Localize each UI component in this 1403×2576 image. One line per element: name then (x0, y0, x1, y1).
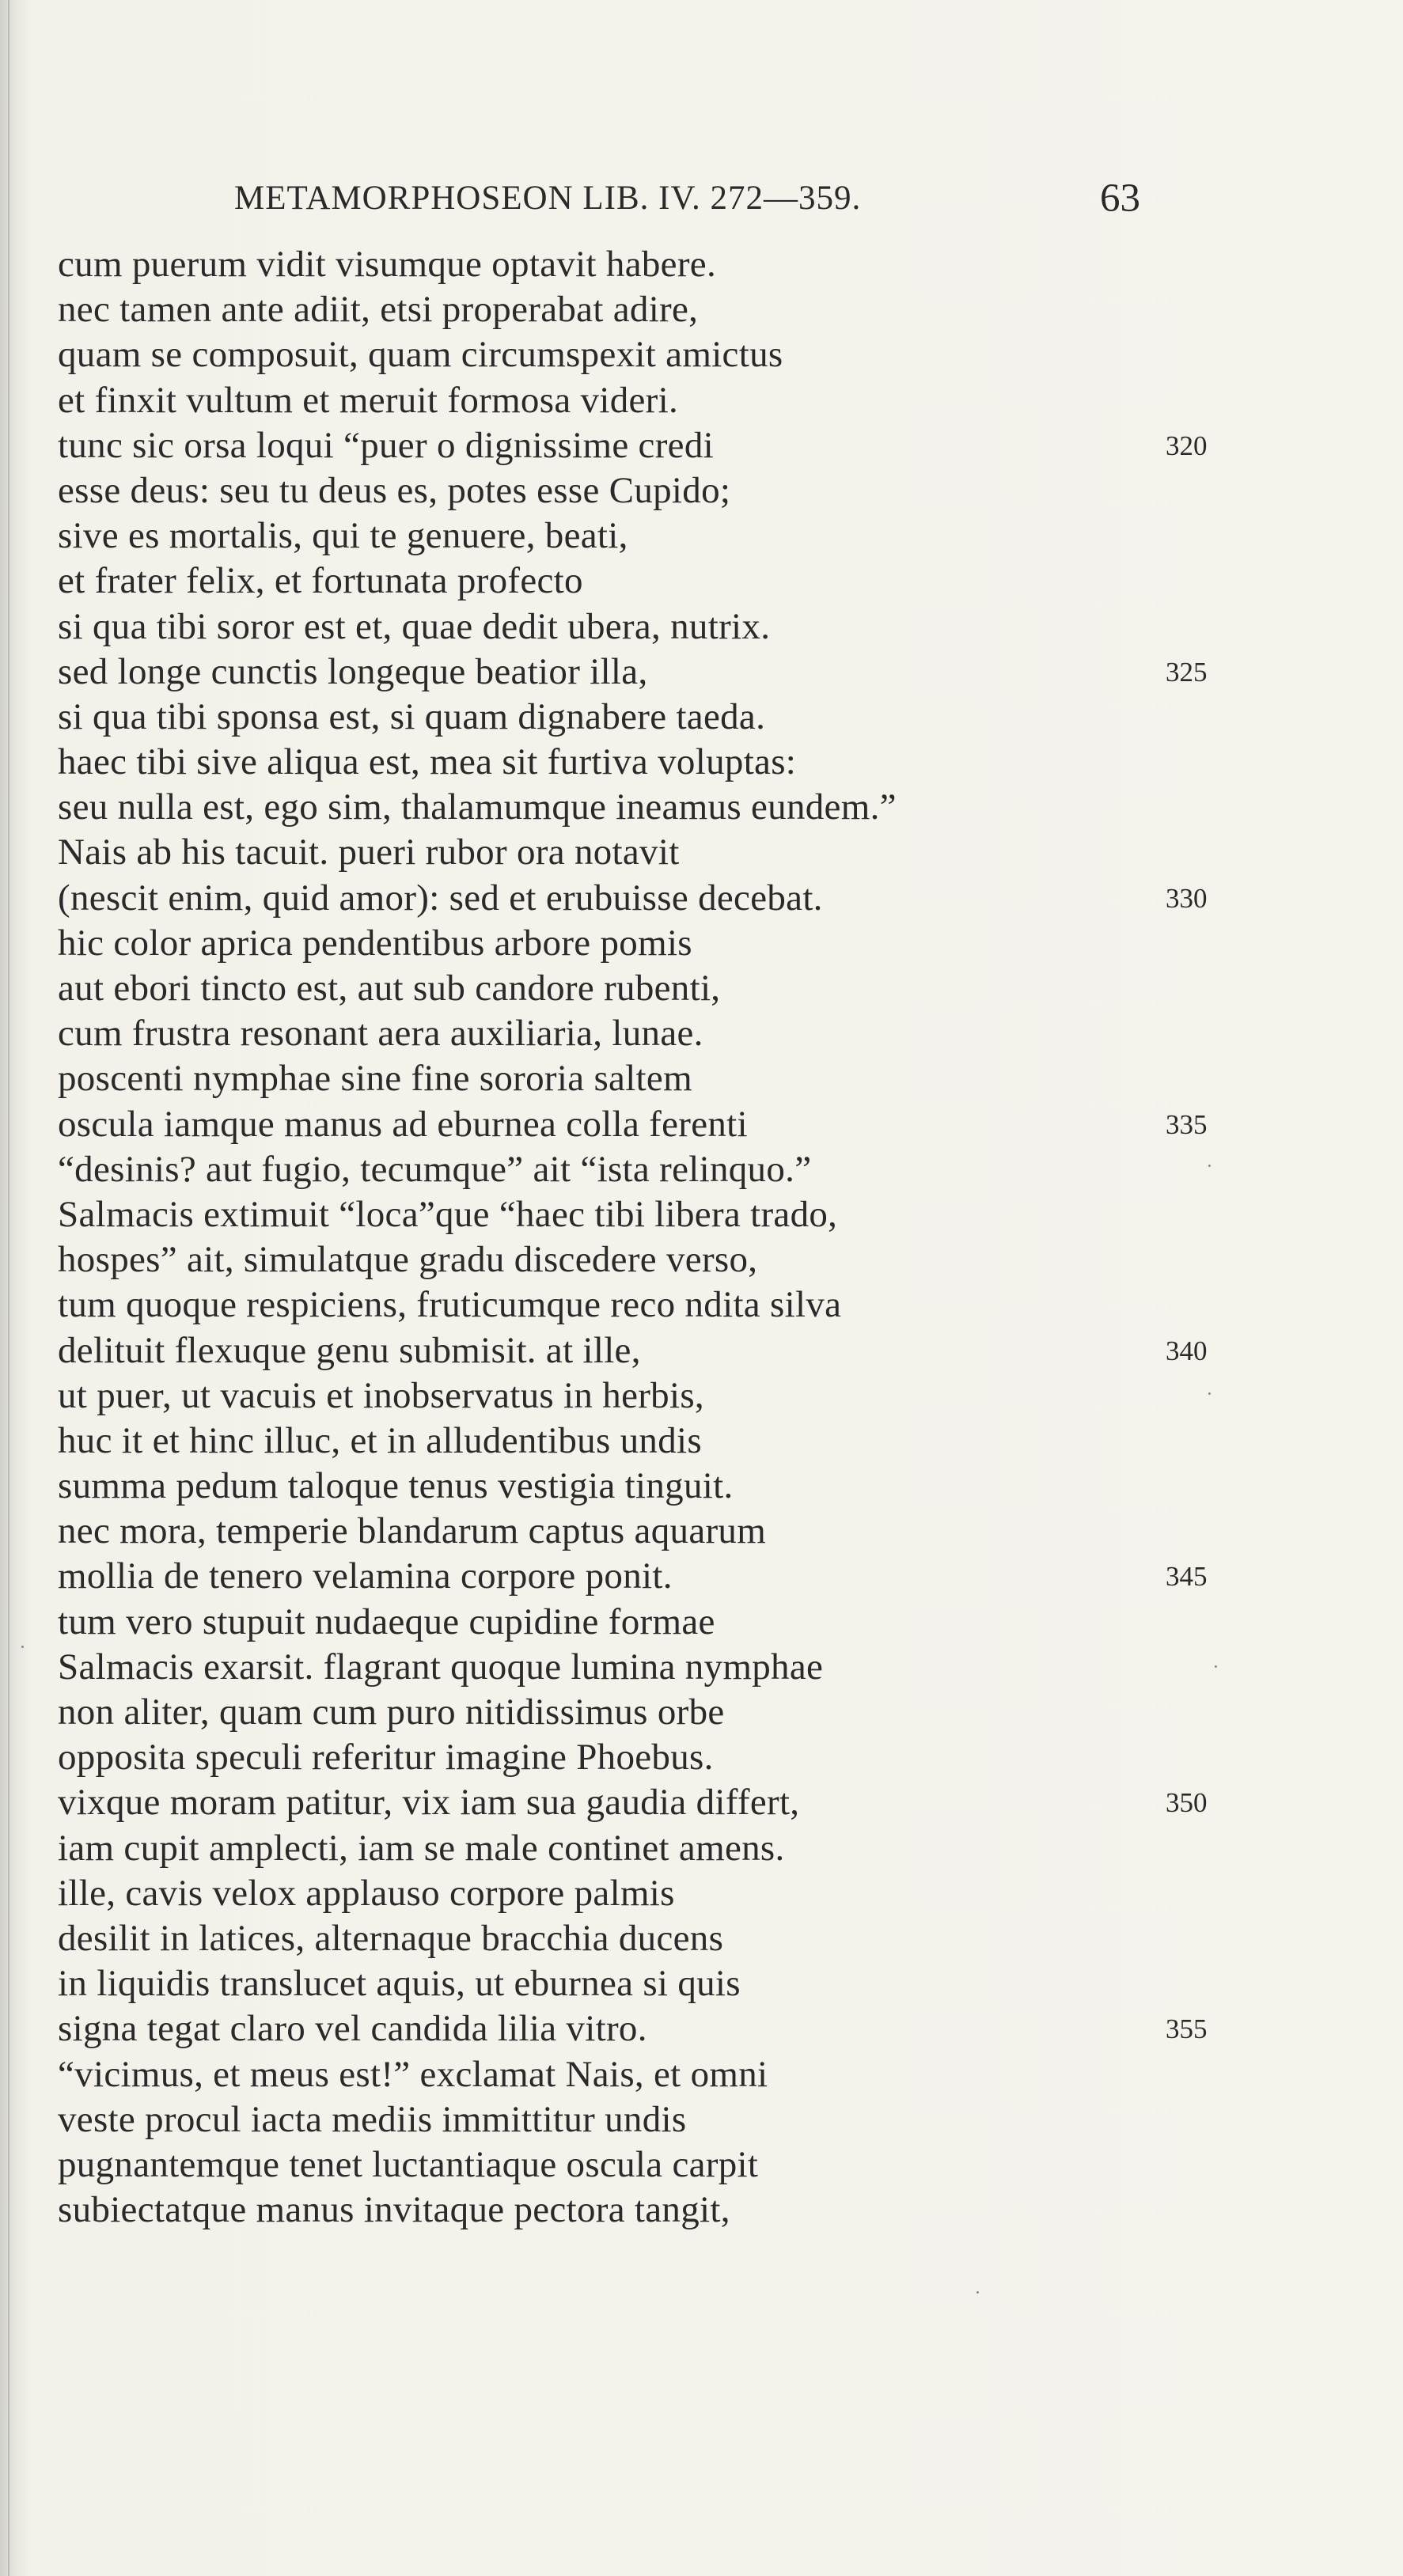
verse-line (58, 423, 1340, 468)
verse-line (58, 1961, 1340, 2006)
verse-text: nec mora, temperie blandarum captus aquarum (58, 1510, 767, 1552)
verse-text: summa pedum taloque tenus vestigia tinguit. (58, 1465, 734, 1507)
verse-text: tum vero stupuit nudaeque cupidine formae (58, 1601, 715, 1642)
page-header (0, 176, 1403, 223)
verse-line (58, 830, 1340, 875)
verse-line (58, 1916, 1340, 1961)
line-number: 345 (1166, 1561, 1208, 1593)
verse-line (58, 1780, 1340, 1825)
verse-line (58, 1011, 1340, 1056)
verse-line (58, 468, 1340, 513)
verse-text: tunc sic orsa loqui “puer o dignissime credi (58, 424, 714, 466)
verse-line (58, 921, 1340, 966)
verse-text: seu nulla est, ego sim, thalamumque ineamus eundem.” (58, 786, 897, 828)
verse-line (58, 1554, 1340, 1599)
verse-line (58, 650, 1340, 695)
print-speck (21, 1646, 24, 1648)
poem-text-block (58, 242, 1340, 2233)
verse-line (58, 332, 1340, 377)
verse-line (58, 785, 1340, 830)
verse-text: delituit flexuque genu submisit. at ille, (58, 1329, 641, 1371)
verse-text: si qua tibi soror est et, quae dedit ubera, nutrix. (58, 605, 771, 647)
verse-line (58, 1645, 1340, 1690)
verse-text: Nais ab his tacuit. pueri rubor ora notavit (58, 832, 680, 873)
verse-text: iam cupit amplecti, iam se male continet amens. (58, 1827, 785, 1869)
line-number: 350 (1166, 1787, 1208, 1819)
line-number: 335 (1166, 1108, 1208, 1140)
verse-line (58, 740, 1340, 785)
verse-text: si qua tibi sponsa est, si quam dignabere taeda. (58, 695, 766, 737)
verse-text: subiectatque manus invitaque pectora tangit, (58, 2189, 730, 2231)
verse-text: sive es mortalis, qui te genuere, beati, (58, 515, 628, 557)
verse-text: opposita speculi referitur imagine Phoebus. (58, 1737, 714, 1779)
verse-text: esse deus: seu tu deus es, potes esse Cupido; (58, 469, 731, 511)
verse-text: et finxit vultum et meruit formosa videri. (58, 379, 679, 421)
verse-line (58, 1282, 1340, 1328)
verse-text: ille, cavis velox applauso corpore palmis (58, 1872, 675, 1914)
verse-text: veste procul iacta mediis immittitur undis (58, 2098, 687, 2140)
line-number: 320 (1166, 430, 1208, 461)
print-speck (1208, 1165, 1211, 1167)
verse-text: signa tegat claro vel candida lilia vitro. (58, 2008, 647, 2050)
verse-text: “desinis? aut fugio, tecumque” ait “ista relinquo.” (58, 1148, 812, 1190)
verse-line (58, 1735, 1340, 1780)
verse-line (58, 378, 1340, 423)
verse-text: oscula iamque manus ad eburnea colla ferenti (58, 1103, 748, 1145)
verse-text: poscenti nymphae sine fine sororia saltem (58, 1058, 692, 1100)
verse-line (58, 2142, 1340, 2188)
verse-line (58, 1056, 1340, 1101)
verse-line (58, 2188, 1340, 2233)
print-speck (1208, 1392, 1211, 1395)
verse-text: mollia de tenero velamina corpore ponit. (58, 1555, 673, 1597)
verse-line (58, 1464, 1340, 1509)
verse-line (58, 1237, 1340, 1282)
verse-line (58, 242, 1340, 287)
verse-line (58, 1419, 1340, 1464)
line-number: 340 (1166, 1335, 1208, 1366)
verse-line (58, 1192, 1340, 1237)
verse-text: aut ebori tincto est, aut sub candore rubenti, (58, 968, 721, 1009)
verse-line (58, 2052, 1340, 2097)
line-number: 325 (1166, 656, 1208, 688)
verse-line (58, 513, 1340, 559)
verse-line (58, 1509, 1340, 1554)
verse-line (58, 1373, 1340, 1419)
verse-text: quam se composuit, quam circumspexit amictus (58, 334, 783, 376)
verse-line (58, 1690, 1340, 1735)
verse-line (58, 2097, 1340, 2142)
verse-line (58, 1102, 1340, 1147)
verse-text: hic color aprica pendentibus arbore pomis (58, 922, 692, 964)
verse-text: Salmacis exarsit. flagrant quoque lumina nymphae (58, 1646, 824, 1688)
verse-text: desilit in latices, alternaque bracchia ducens (58, 1917, 724, 1959)
verse-text: cum puerum vidit visumque optavit habere. (58, 244, 716, 285)
verse-text: Salmacis extimuit “loca”que “haec tibi libera trado, (58, 1193, 838, 1235)
verse-text: et frater felix, et fortunata profecto (58, 560, 583, 602)
verse-line (58, 1871, 1340, 1916)
verse-line (58, 1600, 1340, 1645)
verse-line (58, 287, 1340, 332)
verse-text: huc it et hinc illuc, et in alludentibus undis (58, 1419, 702, 1461)
verse-text: “vicimus, et meus est!” exclamat Nais, et omni (58, 2053, 768, 2095)
verse-text: vixque moram patitur, vix iam sua gaudia differt, (58, 1782, 800, 1824)
page-number: 63 (1100, 176, 1140, 221)
verse-text: hospes” ait, simulatque gradu discedere verso, (58, 1239, 758, 1281)
verse-line (58, 559, 1340, 604)
verse-text: cum frustra resonant aera auxiliaria, lunae. (58, 1013, 703, 1055)
verse-line (58, 876, 1340, 921)
verse-line (58, 1147, 1340, 1192)
line-number: 330 (1166, 882, 1208, 914)
verse-line (58, 1328, 1340, 1373)
line-number: 355 (1166, 2013, 1208, 2045)
verse-line (58, 2006, 1340, 2051)
verse-text: nec tamen ante adiit, etsi properabat adire, (58, 289, 699, 331)
verse-text: (nescit enim, quid amor): sed et erubuisse decebat. (58, 877, 823, 919)
verse-text: in liquidis translucet aquis, ut eburnea si quis (58, 1963, 741, 2005)
verse-text: non aliter, quam cum puro nitidissimus orbe (58, 1691, 725, 1733)
verse-text: sed longe cunctis longeque beatior illa, (58, 650, 648, 692)
verse-text: haec tibi sive aliqua est, mea sit furtiva voluptas: (58, 741, 797, 783)
verse-line (58, 695, 1340, 740)
running-head: METAMORPHOSEON LIB. IV. 272—359. (234, 180, 862, 217)
print-speck (1215, 1665, 1217, 1668)
verse-line (58, 604, 1340, 650)
verse-line (58, 1826, 1340, 1871)
binding-gutter (8, 0, 9, 2576)
verse-text: tum quoque respiciens, fruticumque reco ndita silva (58, 1284, 842, 1326)
verse-text: ut puer, ut vacuis et inobservatus in herbis, (58, 1374, 704, 1416)
verse-text: pugnantemque tenet luctantiaque oscula carpit (58, 2143, 759, 2185)
print-speck (976, 2291, 979, 2294)
verse-line (58, 966, 1340, 1011)
